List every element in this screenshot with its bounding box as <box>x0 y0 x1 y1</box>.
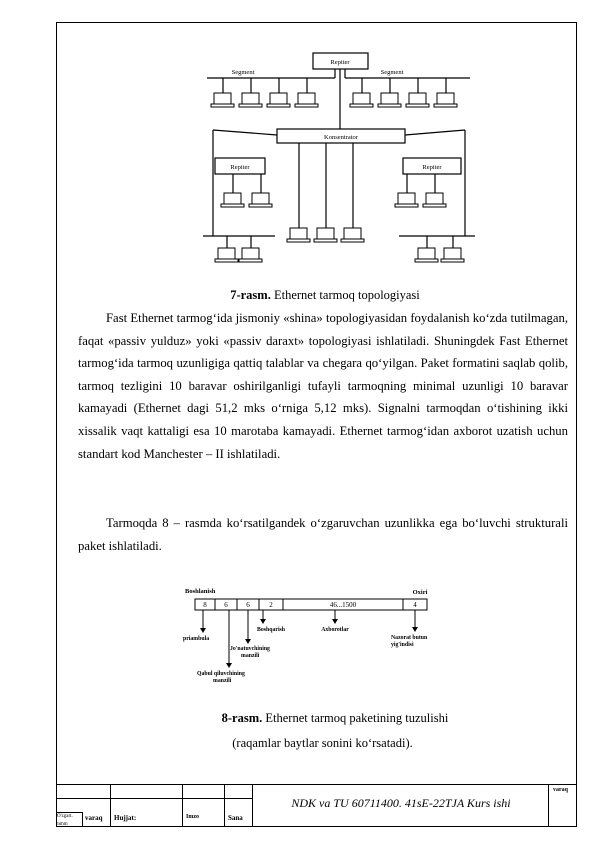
paragraph-2: Tarmoqda 8 – rasmda ko‘rsatilgandek o‘zgaruvchan uzunlikka ega bo‘luvchi strukturali paket ishlatiladi. <box>78 516 568 553</box>
title-block: O'zgart. mmm varaq Hujjat: Imzo Sana varaq NDK va TU 60711400. 41sE-22TJA Kurs ishi <box>56 784 577 827</box>
computer-icon <box>415 248 438 262</box>
segment-right-label: Segment <box>380 69 404 76</box>
paragraph-1: Fast Ethernet tarmog‘ida jismoniy «shina» topologiyasidan foydalanish ko‘zda tutilmagan, faqat «passiv yulduz» yoki «passiv daraxt» topologiyasi ishlatiladi. Shuningdek Fast Ethernet tarmog‘ida tarmoq uzunligiga qattiq talablar va chegara qo‘yilgan. Paket formatini saqlab qolib, tarmoq tezligini 10 baravar oshirilganligi tufayli tarmoqning minimal uzunligi 10 baravar kamayadi (Ethernet dagi 51,2 mks o‘rniga 5,12 mks). Signalni tarmoqdan o‘tishining ikki xissalik vaqt kattaligi esa 10 marotaba kamayadi. Ethernet tarmog‘idan axborot uzatish uchun standart kod Manchester – II ishlatiladi. <box>78 311 568 461</box>
figure8-caption-line2: (raqamlar baytlar sonini ko‘rsatadi). <box>232 736 413 750</box>
col-sana: Sana <box>228 814 243 822</box>
col-ozgart: O'zgart. <box>57 814 73 819</box>
figure7-caption-number: 7-rasm. <box>230 288 271 302</box>
annotation-receiver: Qabul qiluvchining manzili <box>197 671 245 684</box>
figure8-caption-number: 8-rasm. <box>221 711 263 725</box>
body-text <box>78 307 568 465</box>
field-fcs: 4 <box>413 601 417 609</box>
segment-left-label: Segment <box>231 69 255 76</box>
figure7-caption <box>0 288 595 303</box>
body-text-2 <box>78 512 568 557</box>
repiter-right-label: Repiter <box>422 164 442 171</box>
field-type: 2 <box>269 601 273 609</box>
ethernet-packet-diagram <box>175 583 460 693</box>
field-dest: 6 <box>224 601 228 609</box>
figure7-caption-text: Ethernet tarmoq topologiyasi <box>270 288 420 302</box>
computer-icon <box>395 193 418 207</box>
computer-icon <box>287 228 310 242</box>
computer-icon <box>441 248 464 262</box>
repiter-left-label: Repiter <box>230 164 250 171</box>
annotation-preamble: priambula <box>183 636 210 642</box>
start-label: Boshlanish <box>185 588 216 595</box>
annotation-header: Boshqarish <box>257 627 286 633</box>
ethernet-topology-diagram <box>195 48 485 273</box>
end-label: Oxiri <box>412 589 428 596</box>
field-src: 6 <box>246 601 250 609</box>
field-data: 46...1500 <box>329 601 357 609</box>
field-preamble: 8 <box>203 601 207 609</box>
computer-icon <box>239 248 262 262</box>
computer-icon <box>434 93 457 107</box>
computer-icon <box>211 93 234 107</box>
figure8-caption <box>0 711 595 726</box>
computer-icon <box>267 93 290 107</box>
annotation-data: Axborotlar <box>321 627 349 633</box>
col-imzo: Imzo <box>186 814 199 820</box>
computer-icon <box>423 193 446 207</box>
sheet-label: varaq <box>553 787 568 793</box>
col-varaq: varaq <box>85 814 103 822</box>
figure8-caption-text: Ethernet tarmoq paketining tuzulishi <box>262 711 449 725</box>
computer-icon <box>350 93 373 107</box>
document-code: NDK va TU 60711400. 41sE-22TJA Kurs ishi <box>291 796 511 810</box>
computer-icon <box>378 93 401 107</box>
computer-icon <box>341 228 364 242</box>
konsentrator-label: Konsentrator <box>324 134 358 141</box>
computer-icon <box>221 193 244 207</box>
repiter-top-label: Repiter <box>330 59 350 66</box>
annotation-checksum: Nazorat butun yig'indisi <box>391 635 428 648</box>
computer-icon <box>215 248 238 262</box>
computer-icon <box>249 193 272 207</box>
computer-icon <box>314 228 337 242</box>
computer-icon <box>295 93 318 107</box>
computer-icon <box>239 93 262 107</box>
computer-icon <box>406 93 429 107</box>
col-hujjat: Hujjat: <box>114 814 137 822</box>
annotation-sender: Jo'natuvchining manzili <box>230 646 270 659</box>
